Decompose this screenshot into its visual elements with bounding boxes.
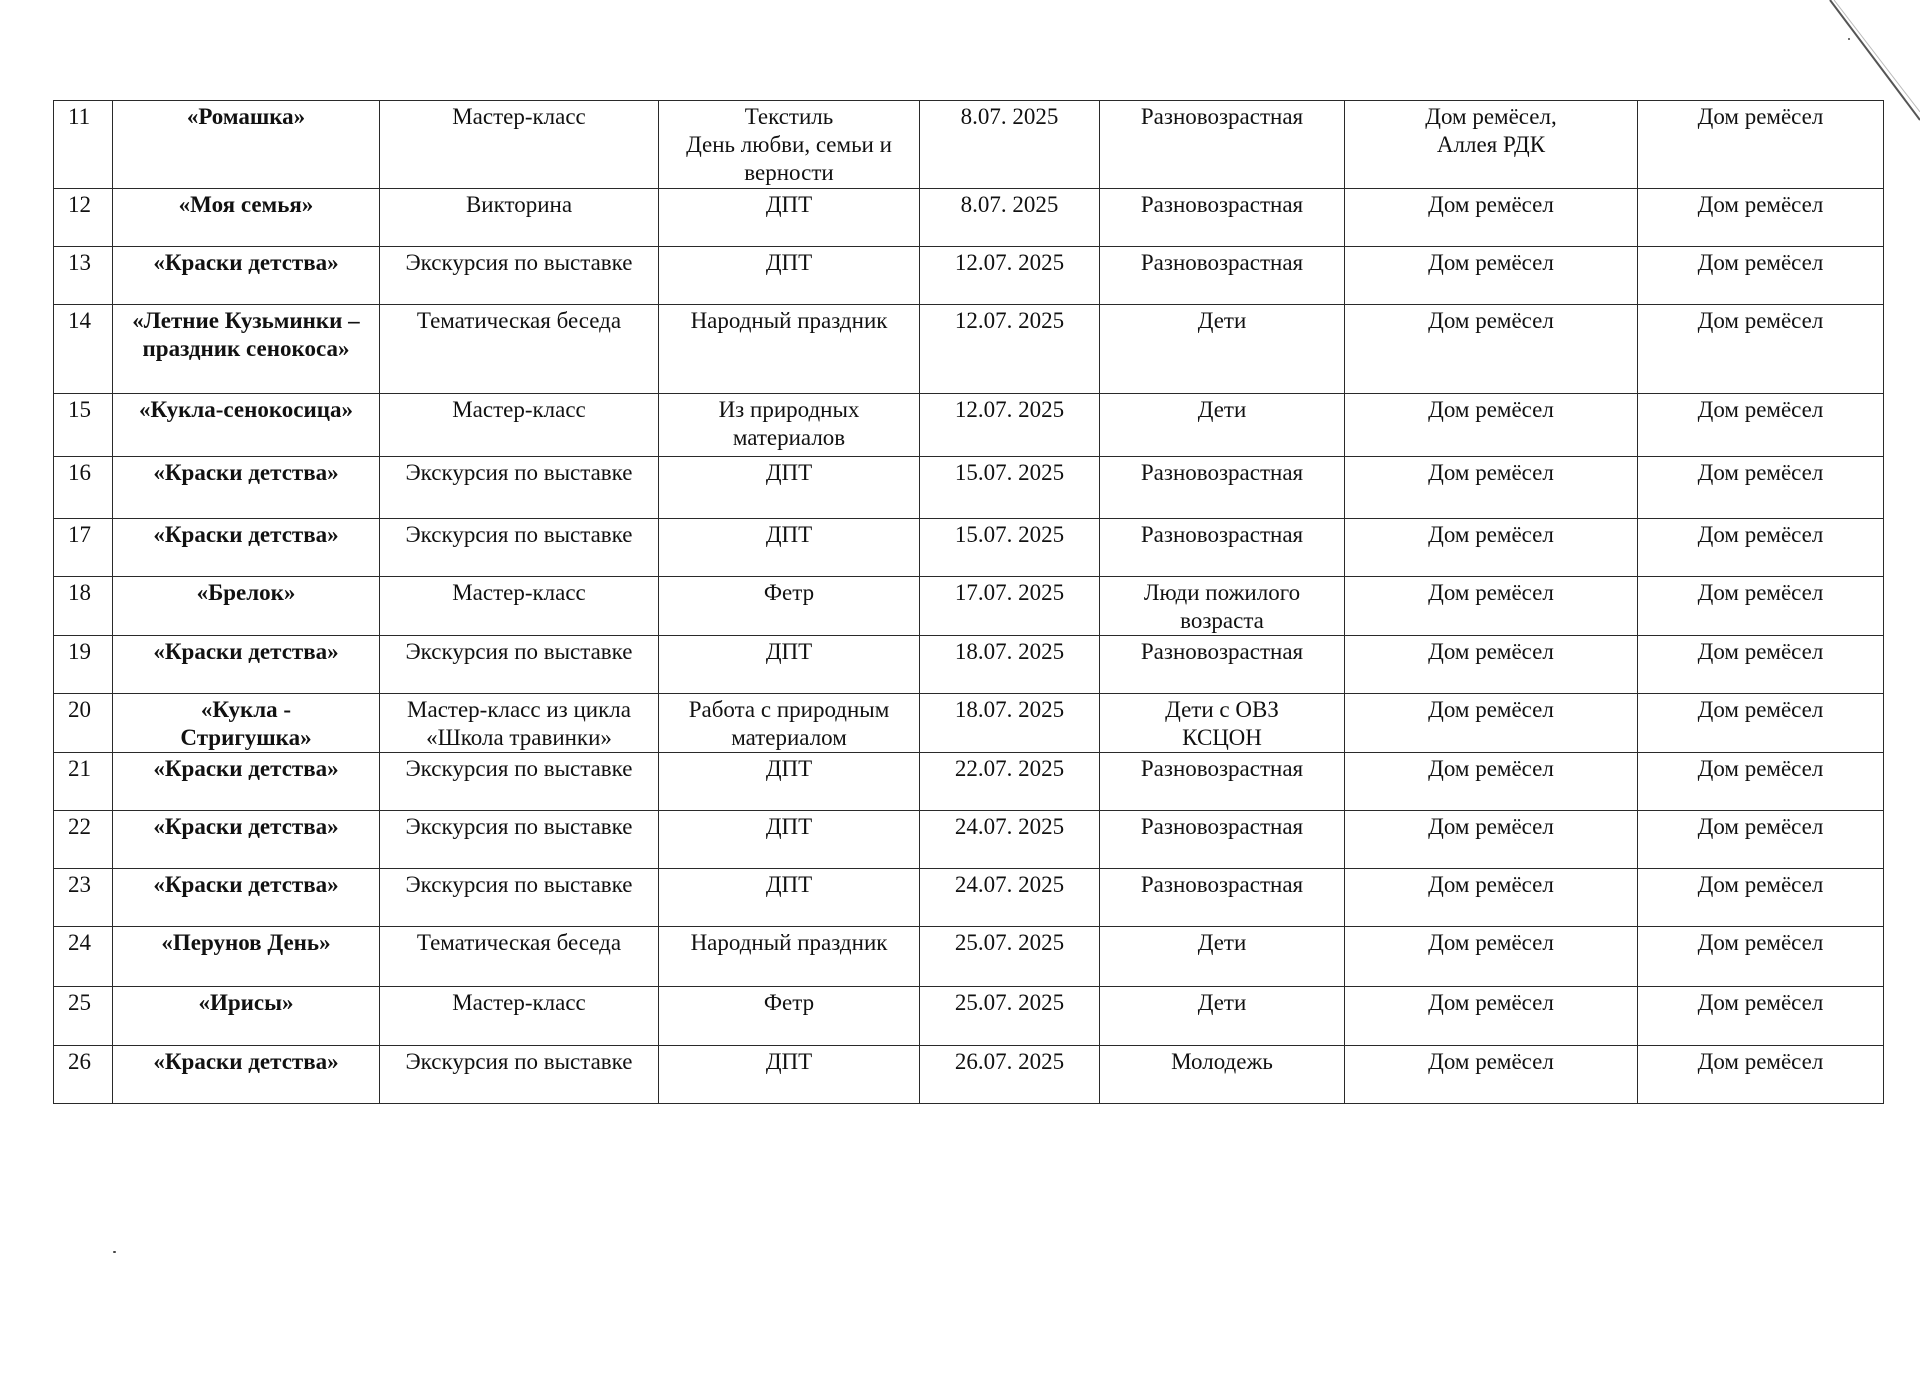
cell-responsible: Дом ремёсел [1638, 101, 1884, 189]
cell-responsible: Дом ремёсел [1638, 694, 1884, 753]
cell-place: Дом ремёсел [1345, 987, 1638, 1046]
cell-audience: Разновозрастная [1100, 189, 1345, 247]
cell-event-form: Экскурсия по выставке [380, 811, 659, 869]
cell-responsible: Дом ремёсел [1638, 869, 1884, 927]
table-row [54, 189, 1884, 247]
cell-responsible: Дом ремёсел [1638, 811, 1884, 869]
cell-place: Дом ремёсел [1345, 694, 1638, 753]
cell-number: 14 [54, 305, 113, 394]
cell-date: 8.07. 2025 [920, 101, 1100, 189]
cell-event-form: Экскурсия по выставке [380, 519, 659, 577]
table-row [54, 457, 1884, 519]
cell-direction: Народный праздник [659, 305, 920, 394]
table-row [54, 927, 1884, 987]
cell-event-title: «Летние Кузьминки – праздник сенокоса» [113, 305, 380, 394]
table-row [54, 987, 1884, 1046]
cell-place: Дом ремёсел [1345, 457, 1638, 519]
cell-date: 15.07. 2025 [920, 457, 1100, 519]
table-row [54, 869, 1884, 927]
cell-responsible: Дом ремёсел [1638, 577, 1884, 636]
cell-event-title: «Краски детства» [113, 636, 380, 694]
table-row [54, 811, 1884, 869]
cell-number: 18 [54, 577, 113, 636]
cell-direction: Фетр [659, 577, 920, 636]
cell-audience: Разновозрастная [1100, 247, 1345, 305]
cell-number: 11 [54, 101, 113, 189]
cell-direction: Работа с природным материалом [659, 694, 920, 753]
cell-event-title: «Моя семья» [113, 189, 380, 247]
cell-number: 20 [54, 694, 113, 753]
scan-speck [113, 1251, 116, 1253]
cell-place: Дом ремёсел [1345, 869, 1638, 927]
cell-event-title: «Ромашка» [113, 101, 380, 189]
cell-date: 24.07. 2025 [920, 869, 1100, 927]
cell-event-form: Мастер-класс [380, 394, 659, 457]
cell-date: 8.07. 2025 [920, 189, 1100, 247]
cell-responsible: Дом ремёсел [1638, 519, 1884, 577]
table-row [54, 577, 1884, 636]
cell-number: 16 [54, 457, 113, 519]
cell-responsible: Дом ремёсел [1638, 636, 1884, 694]
cell-date: 17.07. 2025 [920, 577, 1100, 636]
cell-number: 25 [54, 987, 113, 1046]
cell-number: 24 [54, 927, 113, 987]
cell-audience: Молодежь [1100, 1046, 1345, 1104]
events-table-body [54, 101, 1884, 1104]
cell-date: 26.07. 2025 [920, 1046, 1100, 1104]
cell-place: Дом ремёсел [1345, 394, 1638, 457]
cell-direction: ДПТ [659, 247, 920, 305]
cell-audience: Разновозрастная [1100, 101, 1345, 189]
cell-event-form: Экскурсия по выставке [380, 1046, 659, 1104]
cell-number: 17 [54, 519, 113, 577]
cell-number: 26 [54, 1046, 113, 1104]
table-row [54, 694, 1884, 753]
cell-audience: Люди пожилого возраста [1100, 577, 1345, 636]
cell-direction: ДПТ [659, 811, 920, 869]
cell-place: Дом ремёсел [1345, 189, 1638, 247]
scan-speck [1848, 38, 1850, 40]
cell-audience: Дети с ОВЗ КСЦОН [1100, 694, 1345, 753]
cell-event-title: «Краски детства» [113, 1046, 380, 1104]
table-row [54, 519, 1884, 577]
cell-event-title: «Перунов День» [113, 927, 380, 987]
cell-place: Дом ремёсел [1345, 519, 1638, 577]
cell-event-form: Экскурсия по выставке [380, 753, 659, 811]
cell-number: 23 [54, 869, 113, 927]
cell-event-form: Экскурсия по выставке [380, 247, 659, 305]
cell-date: 12.07. 2025 [920, 305, 1100, 394]
cell-direction: ДПТ [659, 189, 920, 247]
table-row [54, 305, 1884, 394]
cell-number: 21 [54, 753, 113, 811]
cell-date: 15.07. 2025 [920, 519, 1100, 577]
cell-direction: ДПТ [659, 753, 920, 811]
events-table [53, 100, 1884, 1104]
cell-date: 24.07. 2025 [920, 811, 1100, 869]
cell-direction: ДПТ [659, 519, 920, 577]
cell-audience: Дети [1100, 394, 1345, 457]
cell-event-form: Экскурсия по выставке [380, 457, 659, 519]
cell-direction: Из природных материалов [659, 394, 920, 457]
cell-place: Дом ремёсел [1345, 577, 1638, 636]
cell-event-form: Мастер-класс из цикла «Школа травинки» [380, 694, 659, 753]
cell-date: 22.07. 2025 [920, 753, 1100, 811]
cell-audience: Разновозрастная [1100, 753, 1345, 811]
cell-event-form: Тематическая беседа [380, 305, 659, 394]
cell-responsible: Дом ремёсел [1638, 189, 1884, 247]
cell-date: 18.07. 2025 [920, 636, 1100, 694]
cell-event-form: Тематическая беседа [380, 927, 659, 987]
cell-event-title: «Краски детства» [113, 869, 380, 927]
cell-responsible: Дом ремёсел [1638, 394, 1884, 457]
cell-direction: ДПТ [659, 636, 920, 694]
cell-responsible: Дом ремёсел [1638, 305, 1884, 394]
cell-event-form: Экскурсия по выставке [380, 636, 659, 694]
cell-event-form: Мастер-класс [380, 987, 659, 1046]
cell-audience: Дети [1100, 987, 1345, 1046]
cell-place: Дом ремёсел, Аллея РДК [1345, 101, 1638, 189]
cell-event-form: Мастер-класс [380, 577, 659, 636]
cell-audience: Разновозрастная [1100, 457, 1345, 519]
cell-responsible: Дом ремёсел [1638, 1046, 1884, 1104]
cell-responsible: Дом ремёсел [1638, 987, 1884, 1046]
cell-event-title: «Кукла-сенокосица» [113, 394, 380, 457]
cell-place: Дом ремёсел [1345, 927, 1638, 987]
cell-place: Дом ремёсел [1345, 247, 1638, 305]
cell-direction: ДПТ [659, 869, 920, 927]
cell-responsible: Дом ремёсел [1638, 753, 1884, 811]
cell-number: 12 [54, 189, 113, 247]
cell-event-form: Викторина [380, 189, 659, 247]
cell-date: 25.07. 2025 [920, 927, 1100, 987]
table-row [54, 1046, 1884, 1104]
cell-responsible: Дом ремёсел [1638, 247, 1884, 305]
cell-place: Дом ремёсел [1345, 305, 1638, 394]
cell-number: 22 [54, 811, 113, 869]
table-row [54, 636, 1884, 694]
cell-event-title: «Ирисы» [113, 987, 380, 1046]
cell-date: 18.07. 2025 [920, 694, 1100, 753]
cell-event-title: «Краски детства» [113, 811, 380, 869]
cell-number: 15 [54, 394, 113, 457]
table-row [54, 394, 1884, 457]
cell-direction: ДПТ [659, 457, 920, 519]
cell-event-title: «Брелок» [113, 577, 380, 636]
cell-date: 12.07. 2025 [920, 247, 1100, 305]
cell-audience: Разновозрастная [1100, 869, 1345, 927]
cell-direction: ДПТ [659, 1046, 920, 1104]
cell-direction: Народный праздник [659, 927, 920, 987]
cell-number: 19 [54, 636, 113, 694]
cell-audience: Дети [1100, 927, 1345, 987]
cell-place: Дом ремёсел [1345, 811, 1638, 869]
cell-number: 13 [54, 247, 113, 305]
cell-audience: Разновозрастная [1100, 636, 1345, 694]
cell-responsible: Дом ремёсел [1638, 457, 1884, 519]
cell-date: 25.07. 2025 [920, 987, 1100, 1046]
cell-event-title: «Краски детства» [113, 457, 380, 519]
cell-place: Дом ремёсел [1345, 1046, 1638, 1104]
table-row [54, 753, 1884, 811]
cell-responsible: Дом ремёсел [1638, 927, 1884, 987]
cell-event-title: «Кукла - Стригушка» [113, 694, 380, 753]
cell-direction: Фетр [659, 987, 920, 1046]
cell-event-form: Экскурсия по выставке [380, 869, 659, 927]
table-row [54, 247, 1884, 305]
cell-audience: Разновозрастная [1100, 811, 1345, 869]
cell-audience: Разновозрастная [1100, 519, 1345, 577]
cell-place: Дом ремёсел [1345, 753, 1638, 811]
cell-event-title: «Краски детства» [113, 519, 380, 577]
cell-audience: Дети [1100, 305, 1345, 394]
cell-place: Дом ремёсел [1345, 636, 1638, 694]
table-row [54, 101, 1884, 189]
cell-date: 12.07. 2025 [920, 394, 1100, 457]
cell-event-title: «Краски детства» [113, 753, 380, 811]
cell-event-form: Мастер-класс [380, 101, 659, 189]
cell-direction: Текстиль День любви, семьи и верности [659, 101, 920, 189]
cell-event-title: «Краски детства» [113, 247, 380, 305]
